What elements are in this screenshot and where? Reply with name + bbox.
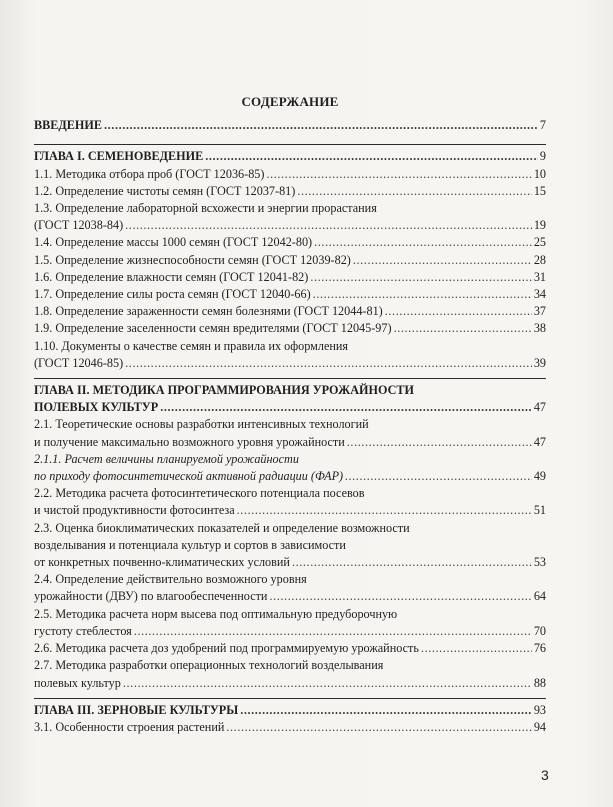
toc-entry-label: урожайности (ДВУ) по влагообеспеченности bbox=[34, 589, 268, 604]
toc-page-number: 10 bbox=[533, 166, 546, 181]
leader-dots bbox=[125, 217, 532, 234]
chapter-title: ГЛАВА III. ЗЕРНОВЫЕ КУЛЬТУРЫ bbox=[34, 702, 239, 717]
toc-entry-line: 2.2. Методика расчета фотосинтетического потенциала посевов bbox=[34, 486, 365, 501]
table-of-contents bbox=[34, 93, 546, 736]
leader-dots bbox=[353, 252, 532, 269]
toc-page-number: 53 bbox=[533, 555, 546, 570]
toc-entry-intro bbox=[34, 117, 546, 134]
toc-page-number: 25 bbox=[533, 235, 546, 250]
leader-dots bbox=[297, 183, 531, 200]
page-number: 3 bbox=[541, 767, 549, 783]
toc-entry bbox=[34, 416, 546, 450]
chapter-title: ГЛАВА II. МЕТОДИКА ПРОГРАММИРОВАНИЯ УРОЖАЙНОСТИ bbox=[34, 383, 415, 398]
toc-chapter-2 bbox=[34, 382, 546, 416]
toc-page-number: 38 bbox=[533, 321, 546, 336]
toc-entry bbox=[34, 606, 546, 640]
toc-page-number: 31 bbox=[533, 269, 546, 284]
toc-entry-label: ВВЕДЕНИЕ bbox=[34, 118, 102, 133]
toc-page-number: 64 bbox=[533, 589, 546, 604]
toc-entry-label: и чистой продуктивности фотосинтеза bbox=[34, 503, 235, 518]
toc-entry-label: (ГОСТ 12038-84) bbox=[34, 218, 124, 233]
leader-dots bbox=[134, 623, 532, 640]
leader-dots bbox=[292, 554, 532, 571]
toc-entry-label: 1.9. Определение заселенности семян вредителями (ГОСТ 12045-97) bbox=[34, 321, 392, 336]
toc-entry bbox=[34, 719, 546, 736]
toc-page-number: 9 bbox=[539, 149, 546, 164]
toc-page-number: 7 bbox=[539, 118, 546, 133]
toc-entry bbox=[34, 166, 546, 183]
leader-dots bbox=[347, 434, 532, 451]
toc-entry-label: полевых культур bbox=[34, 675, 121, 690]
toc-entry-label: 1.2. Определение чистоты семян (ГОСТ 12037-81) bbox=[34, 183, 296, 198]
toc-entry-label: густоту стеблестоя bbox=[34, 623, 132, 638]
toc-entry bbox=[34, 485, 546, 519]
toc-page-number: 15 bbox=[533, 183, 546, 198]
toc-page-number: 88 bbox=[533, 675, 546, 690]
toc-page-number: 76 bbox=[533, 641, 546, 656]
toc-entry-label: 1.1. Методика отбора проб (ГОСТ 12036-85) bbox=[34, 166, 265, 181]
toc-entry bbox=[34, 520, 546, 572]
toc-entry bbox=[34, 200, 546, 234]
leader-dots bbox=[205, 148, 538, 165]
toc-entry-label: 1.7. Определение силы роста семян (ГОСТ 12040-66) bbox=[34, 287, 311, 302]
leader-dots bbox=[310, 269, 531, 286]
toc-entry-line: 2.4. Определение действительно возможного уровня bbox=[34, 572, 307, 587]
toc-entry bbox=[34, 269, 546, 286]
toc-entry bbox=[34, 252, 546, 269]
leader-dots bbox=[266, 166, 531, 183]
toc-entry-line: 1.3. Определение лабораторной всхожести и энергии прорастания bbox=[34, 201, 377, 216]
toc-entry-line: 2.5. Методика расчета норм высева под оптимальную предуборочную bbox=[34, 606, 398, 621]
toc-entry-label: (ГОСТ 12046-85) bbox=[34, 355, 124, 370]
toc-page-number: 39 bbox=[533, 355, 546, 370]
leader-dots bbox=[237, 502, 532, 519]
leader-dots bbox=[421, 640, 532, 657]
toc-entry-line: возделывания и потенциала культур и сортов в зависимости bbox=[34, 537, 346, 552]
toc-chapter-3 bbox=[34, 702, 546, 719]
divider bbox=[34, 144, 546, 145]
toc-entry-line: 2.7. Методика разработки операционных технологий возделывания bbox=[34, 658, 384, 673]
toc-entry bbox=[34, 286, 546, 303]
toc-chapter-1 bbox=[34, 148, 546, 165]
leader-dots bbox=[104, 117, 538, 134]
toc-entry-label: 2.6. Методика расчета доз удобрений под программируемую урожайность bbox=[34, 641, 419, 656]
toc-page-number: 93 bbox=[533, 702, 546, 717]
toc-page-number: 19 bbox=[533, 218, 546, 233]
toc-entry bbox=[34, 657, 546, 691]
toc-entry-label: 1.4. Определение массы 1000 семян (ГОСТ 12042-80) bbox=[34, 235, 313, 250]
toc-page-number: 94 bbox=[533, 719, 546, 734]
toc-entry bbox=[34, 571, 546, 605]
leader-dots bbox=[394, 320, 532, 337]
toc-page-number: 28 bbox=[533, 252, 546, 267]
toc-page-number: 49 bbox=[533, 469, 546, 484]
toc-page-number: 47 bbox=[533, 434, 546, 449]
divider bbox=[34, 378, 546, 379]
toc-entry-label: по приходу фотосинтетической активной радиации (ФАР) bbox=[34, 469, 344, 484]
toc-page-number: 47 bbox=[533, 400, 546, 415]
chapter-title: ГЛАВА I. СЕМЕНОВЕДЕНИЕ bbox=[34, 149, 204, 164]
toc-entry-line: 1.10. Документы о качестве семян и правила их оформления bbox=[34, 338, 349, 353]
toc-entry bbox=[34, 640, 546, 657]
toc-entry-subsection bbox=[34, 451, 546, 485]
divider bbox=[34, 698, 546, 699]
toc-entry-label: 3.1. Особенности строения растений bbox=[34, 719, 225, 734]
toc-entry-line: 2.1. Теоретические основы разработки интенсивных технологий bbox=[34, 417, 369, 432]
toc-entry bbox=[34, 183, 546, 200]
toc-entry-label: от конкретных почвенно-климатических условий bbox=[34, 555, 290, 570]
toc-page-number: 70 bbox=[533, 623, 546, 638]
leader-dots bbox=[314, 234, 532, 251]
toc-entry-line: 2.1.1. Расчет величины планируемой урожайности bbox=[34, 451, 299, 466]
leader-dots bbox=[313, 286, 532, 303]
leader-dots bbox=[269, 588, 531, 605]
leader-dots bbox=[240, 702, 532, 719]
toc-entry-line: 2.3. Оценка биоклиматических показателей и определение возможности bbox=[34, 520, 410, 535]
leader-dots bbox=[125, 355, 532, 372]
toc-entry bbox=[34, 338, 546, 372]
toc-page-number: 51 bbox=[533, 503, 546, 518]
toc-entry-label: 1.6. Определение влажности семян (ГОСТ 12041-82) bbox=[34, 269, 309, 284]
toc-entry bbox=[34, 303, 546, 320]
leader-dots bbox=[226, 719, 531, 736]
toc-entry-label: 1.8. Определение зараженности семян болезнями (ГОСТ 12044-81) bbox=[34, 304, 383, 319]
chapter-title-continued: ПОЛЕВЫХ КУЛЬТУР bbox=[34, 400, 159, 415]
leader-dots bbox=[385, 303, 532, 320]
toc-title: СОДЕРЖАНИЕ bbox=[241, 94, 339, 109]
leader-dots bbox=[160, 399, 532, 416]
toc-page-number: 34 bbox=[533, 287, 546, 302]
toc-page-number: 37 bbox=[533, 304, 546, 319]
toc-entry-label: 1.5. Определение жизнеспособности семян (ГОСТ 12039-82) bbox=[34, 252, 351, 267]
toc-entry bbox=[34, 320, 546, 337]
leader-dots bbox=[345, 468, 532, 485]
leader-dots bbox=[123, 675, 532, 692]
toc-entry-label: и получение максимально возможного уровня урожайности bbox=[34, 434, 345, 449]
toc-entry bbox=[34, 234, 546, 251]
